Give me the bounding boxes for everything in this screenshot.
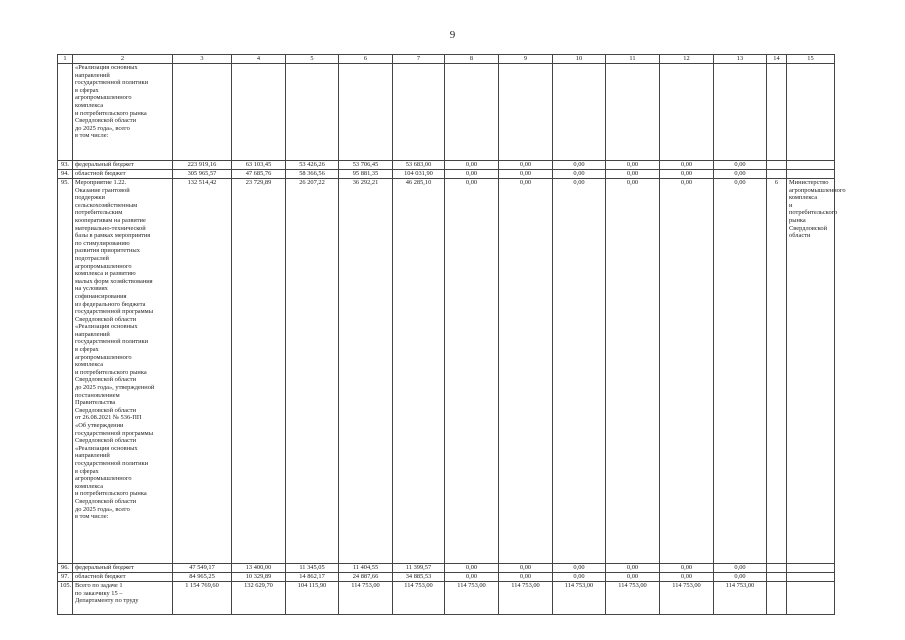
column-header-7: 7: [393, 55, 445, 64]
row-value: 46 285,10: [393, 179, 445, 564]
row-number: 95.: [58, 179, 73, 564]
row-value: 114 753,00: [339, 582, 393, 615]
row-value: [714, 64, 767, 161]
row-value: 47 549,17: [173, 564, 232, 573]
row-number: 94.: [58, 170, 73, 179]
header-row: [58, 55, 835, 64]
row-value: 114 753,00: [660, 582, 714, 615]
row-value: 0,00: [445, 573, 499, 582]
row-value: 0,00: [606, 161, 660, 170]
row-value: [339, 64, 393, 161]
row-value: 0,00: [606, 573, 660, 582]
row-value: 63 103,45: [232, 161, 286, 170]
row-value: [553, 64, 606, 161]
row-value: [286, 64, 339, 161]
row-value: 26 207,22: [286, 179, 339, 564]
column-header-13: 13: [714, 55, 767, 64]
row-target-number: [767, 573, 787, 582]
row-value: 0,00: [606, 170, 660, 179]
row-value: 0,00: [445, 564, 499, 573]
column-header-5: 5: [286, 55, 339, 64]
row-value: 0,00: [606, 564, 660, 573]
table-row: [58, 179, 835, 564]
page-number: 9: [449, 29, 456, 41]
row-value: 0,00: [499, 564, 553, 573]
row-value: [393, 64, 445, 161]
row-value: 0,00: [445, 170, 499, 179]
row-value: 0,00: [714, 179, 767, 564]
row-value: 0,00: [553, 573, 606, 582]
row-target-number: 6: [767, 179, 787, 564]
row-executor: [787, 170, 835, 179]
row-name: областной бюджет: [73, 170, 173, 179]
row-value: 114 753,00: [606, 582, 660, 615]
row-value: 0,00: [445, 161, 499, 170]
row-value: 11 399,57: [393, 564, 445, 573]
table-row: [58, 161, 835, 170]
column-header-2: 2: [73, 55, 173, 64]
row-value: 114 753,00: [445, 582, 499, 615]
row-name: федеральный бюджет: [73, 161, 173, 170]
row-value: 47 685,76: [232, 170, 286, 179]
row-value: 36 292,21: [339, 179, 393, 564]
row-number: 93.: [58, 161, 73, 170]
row-number: 97.: [58, 573, 73, 582]
table-row: [58, 582, 835, 615]
row-name: федеральный бюджет: [73, 564, 173, 573]
row-value: 0,00: [553, 161, 606, 170]
row-value: 11 404,55: [339, 564, 393, 573]
table-row: [58, 170, 835, 179]
row-value: 0,00: [553, 179, 606, 564]
column-header-9: 9: [499, 55, 553, 64]
row-value: [173, 64, 232, 161]
column-header-1: 1: [58, 55, 73, 64]
table-row: [58, 64, 835, 161]
column-header-6: 6: [339, 55, 393, 64]
row-target-number: [767, 582, 787, 615]
row-executor: [787, 564, 835, 573]
row-name: «Реализация основных направлений государственной политики в сферах агропромышленного комплекса и потребительского рынка Свердловской области до 2025 года», всего в том числе:: [73, 64, 173, 161]
row-value: 95 881,35: [339, 170, 393, 179]
row-value: 0,00: [553, 564, 606, 573]
row-value: 53 426,26: [286, 161, 339, 170]
row-value: 0,00: [660, 161, 714, 170]
row-value: 104 115,90: [286, 582, 339, 615]
row-target-number: [767, 161, 787, 170]
row-value: 0,00: [660, 573, 714, 582]
row-executor: [787, 161, 835, 170]
row-value: 305 965,57: [173, 170, 232, 179]
row-value: 0,00: [660, 179, 714, 564]
row-value: 132 629,70: [232, 582, 286, 615]
row-value: 13 400,00: [232, 564, 286, 573]
row-value: 10 329,89: [232, 573, 286, 582]
row-value: 0,00: [499, 573, 553, 582]
row-name: Мероприятие 1.22. Оказание грантовой поддержки сельскохозяйственным потребительским кооперативам на развитие материально-технической базы в рамках мероприятия по стимулированию развития приоритетных подотраслей агропромышленного комплекса и развитию малых форм хозяйствования на условиях софинансирования из федерального бюджета государственной программы Свердловской области «Реализация основных направлений государственной политики в сферах агропромышленного комплекса и потребительского рынка Свердловской области до 2025 года», утвержденной постановлением Правительства Свердловской области от 26.08.2021 № 536-ПП «Об утверждении государственной программы Свердловской области «Реализация основных направлений государственной политики в сферах агропромышленного комплекса и потребительского рынка Свердловской области до 2025 года», всего в том числе:: [73, 179, 173, 564]
row-value: 0,00: [553, 170, 606, 179]
row-value: 23 729,89: [232, 179, 286, 564]
column-header-14: 14: [767, 55, 787, 64]
row-value: 0,00: [714, 161, 767, 170]
column-header-12: 12: [660, 55, 714, 64]
row-value: 53 706,45: [339, 161, 393, 170]
row-value: 0,00: [714, 170, 767, 179]
row-value: 1 154 769,60: [173, 582, 232, 615]
row-executor: Министерство агропромышленного комплекса и потребительского рынка Свердловской области: [787, 179, 835, 564]
row-value: 0,00: [499, 170, 553, 179]
row-value: [445, 64, 499, 161]
row-target-number: [767, 170, 787, 179]
row-value: 14 862,17: [286, 573, 339, 582]
row-value: 0,00: [606, 179, 660, 564]
row-name: Всего по задаче 1 по заказчику 15 – Департаменту по труду: [73, 582, 173, 615]
row-value: 84 965,25: [173, 573, 232, 582]
row-value: 0,00: [499, 179, 553, 564]
budget-table: [57, 54, 846, 615]
table-row: [58, 564, 835, 573]
row-value: 223 919,16: [173, 161, 232, 170]
row-value: 114 753,00: [393, 582, 445, 615]
row-value: 0,00: [445, 179, 499, 564]
row-value: 0,00: [499, 161, 553, 170]
row-value: 114 753,00: [714, 582, 767, 615]
row-value: [499, 64, 553, 161]
row-number: [58, 64, 73, 161]
row-executor: [787, 582, 835, 615]
column-header-11: 11: [606, 55, 660, 64]
row-executor: [787, 573, 835, 582]
column-header-4: 4: [232, 55, 286, 64]
row-value: 24 887,66: [339, 573, 393, 582]
row-value: 58 366,56: [286, 170, 339, 179]
row-number: 105.: [58, 582, 73, 615]
row-value: [232, 64, 286, 161]
row-executor: [787, 64, 835, 161]
row-value: [660, 64, 714, 161]
column-header-15: 15: [787, 55, 835, 64]
row-value: 0,00: [660, 170, 714, 179]
column-header-10: 10: [553, 55, 606, 64]
row-value: 0,00: [660, 564, 714, 573]
row-value: 11 345,05: [286, 564, 339, 573]
row-value: 114 753,00: [553, 582, 606, 615]
row-value: 34 885,53: [393, 573, 445, 582]
column-header-8: 8: [445, 55, 499, 64]
row-value: 132 514,42: [173, 179, 232, 564]
table-row: [58, 573, 835, 582]
row-value: 104 031,90: [393, 170, 445, 179]
row-target-number: [767, 564, 787, 573]
row-value: 53 683,00: [393, 161, 445, 170]
row-target-number: [767, 64, 787, 161]
column-header-3: 3: [173, 55, 232, 64]
row-value: 114 753,00: [499, 582, 553, 615]
row-number: 96.: [58, 564, 73, 573]
row-name: областной бюджет: [73, 573, 173, 582]
row-value: 0,00: [714, 573, 767, 582]
row-value: [606, 64, 660, 161]
row-value: 0,00: [714, 564, 767, 573]
